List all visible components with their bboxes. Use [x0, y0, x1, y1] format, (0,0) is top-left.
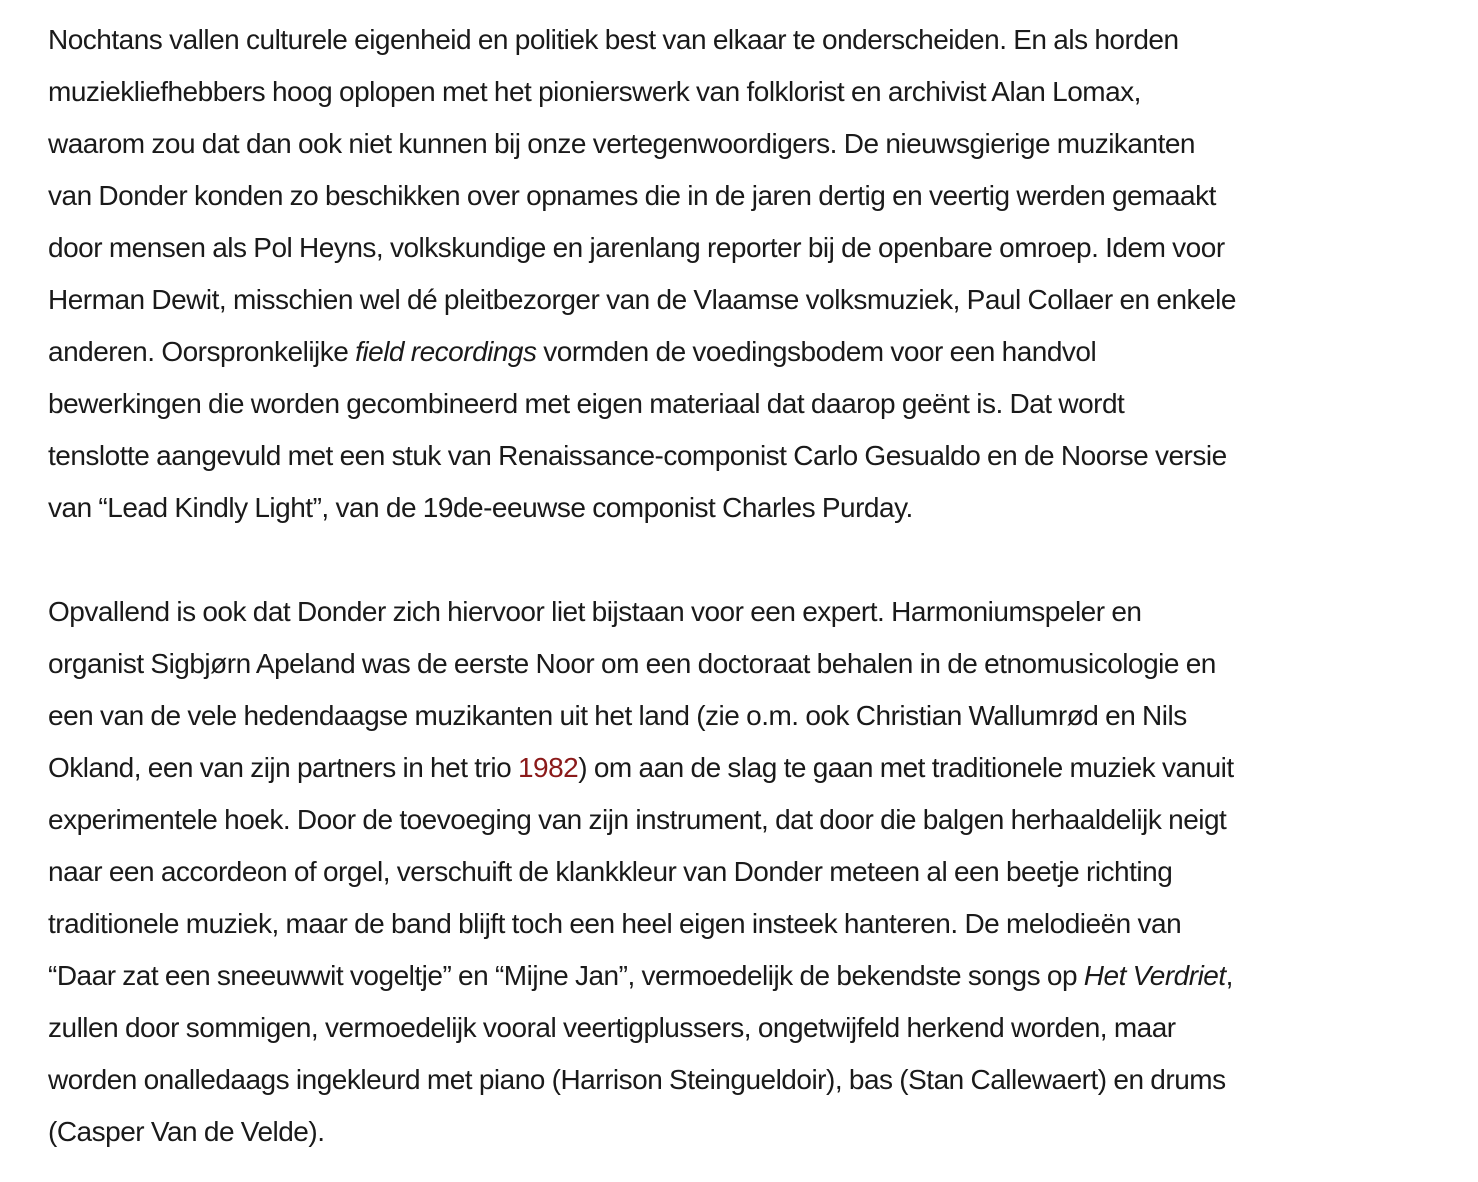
text-line: experimentele hoek. Door de toevoeging van zijn instrument, dat door die balgen herhaaldelijk neigt [48, 804, 1227, 835]
text-line: van “Lead Kindly Light”, van de 19de-eeuwse componist Charles Purday. [48, 492, 913, 523]
text-segment: Okland, een van zijn partners in het trio [48, 752, 518, 783]
text-line [48, 326, 1448, 378]
text-segment: , [1225, 960, 1233, 991]
text-segment: vormden de voedingsbodem voor een handvol [536, 336, 1097, 367]
text-segment: anderen. Oorspronkelijke [48, 336, 356, 367]
text-line [48, 742, 1448, 794]
text-line: van Donder konden zo beschikken over opnames die in de jaren dertig en veertig werden gemaakt [48, 180, 1216, 211]
text-line: traditionele muziek, maar de band blijft toch een heel eigen insteek hanteren. De melodieën van [48, 908, 1182, 939]
text-line: zullen door sommigen, vermoedelijk vooral veertigplussers, ongetwijfeld herkend worden, maar [48, 1012, 1176, 1043]
paragraph-1 [48, 14, 1448, 534]
text-line: Herman Dewit, misschien wel dé pleitbezorger van de Vlaamse volksmuziek, Paul Collaer en enkele [48, 284, 1236, 315]
text-line: worden onalledaags ingekleurd met piano (Harrison Steingueldoir), bas (Stan Callewaert) en drums [48, 1064, 1226, 1095]
text-line: waarom zou dat dan ook niet kunnen bij onze vertegenwoordigers. De nieuwsgierige muzikanten [48, 128, 1195, 159]
text-line: (Casper Van de Velde). [48, 1116, 325, 1147]
italic-title: Het Verdriet [1083, 960, 1226, 991]
link-1982[interactable]: 1982 [517, 752, 579, 783]
text-segment: “Daar zat een sneeuwwit vogeltje” en “Mijne Jan”, vermoedelijk de bekendste songs op [48, 960, 1084, 991]
text-segment: ) om aan de slag te gaan met traditionele muziek vanuit [578, 752, 1234, 783]
italic-term: field recordings [355, 336, 537, 367]
text-line: door mensen als Pol Heyns, volkskundige en jarenlang reporter bij de openbare omroep. Idem voor [48, 232, 1225, 263]
text-line: tenslotte aangevuld met een stuk van Renaissance-componist Carlo Gesualdo en de Noorse versie [48, 440, 1227, 471]
text-line: bewerkingen die worden gecombineerd met eigen materiaal dat daarop geënt is. Dat wordt [48, 388, 1125, 419]
text-line: Nochtans vallen culturele eigenheid en politiek best van elkaar te onderscheiden. En als horden [48, 24, 1179, 55]
paragraph-2 [48, 586, 1448, 1158]
article-body [48, 14, 1448, 1158]
text-line: organist Sigbjørn Apeland was de eerste Noor om een doctoraat behalen in de etnomusicologie en [48, 648, 1216, 679]
text-line [48, 950, 1448, 1002]
text-line: Opvallend is ook dat Donder zich hiervoor liet bijstaan voor een expert. Harmoniumspeler en [48, 596, 1142, 627]
text-line: muziekliefhebbers hoog oplopen met het pionierswerk van folklorist en archivist Alan Lomax, [48, 76, 1141, 107]
text-line: een van de vele hedendaagse muzikanten uit het land (zie o.m. ook Christian Wallumrød en Nils [48, 700, 1187, 731]
text-line: naar een accordeon of orgel, verschuift de klankkleur van Donder meteen al een beetje richting [48, 856, 1173, 887]
